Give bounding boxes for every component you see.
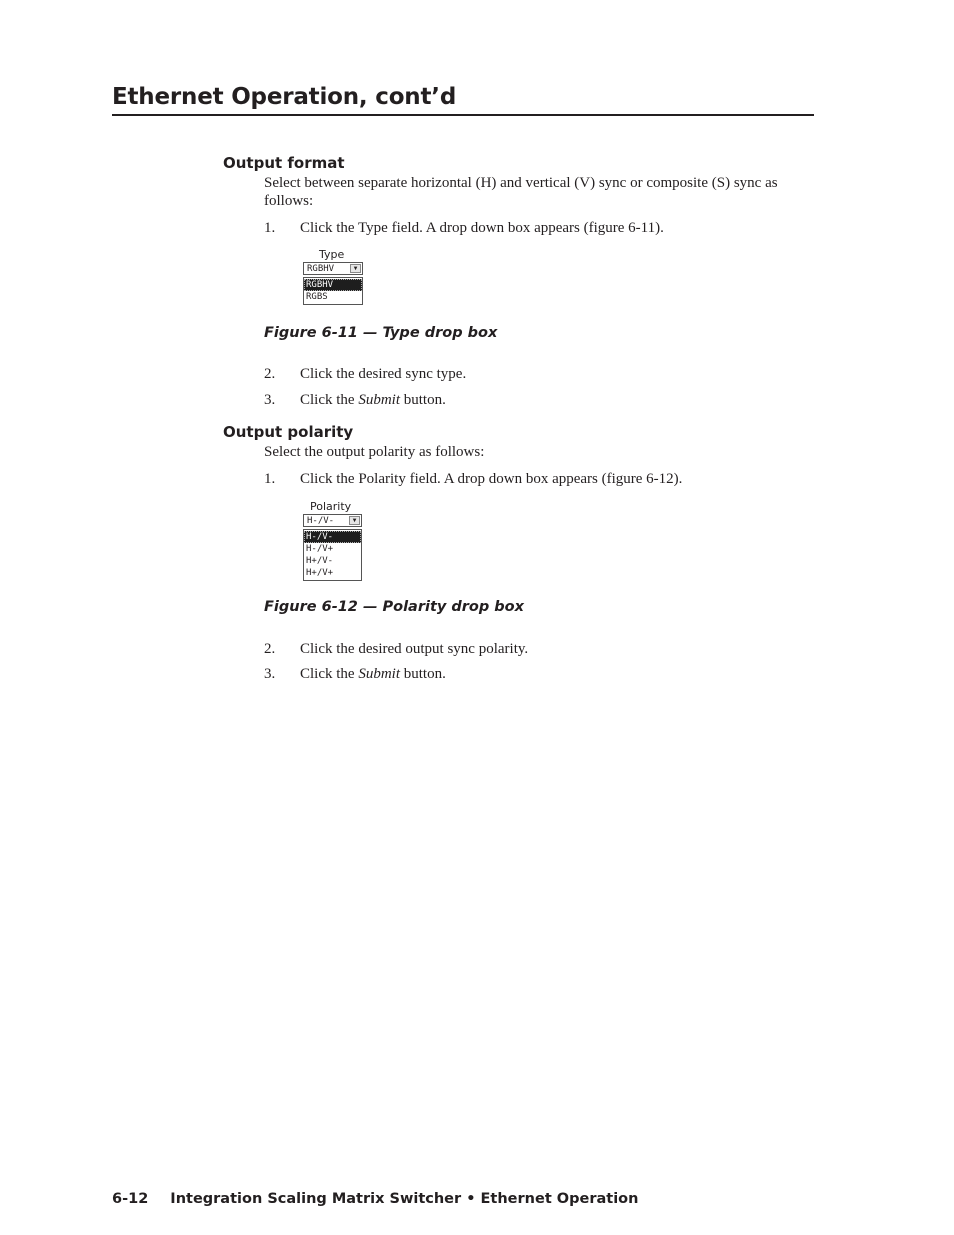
type-label: Type — [319, 248, 345, 261]
polarity-option[interactable]: H-/V+ — [306, 544, 334, 554]
polarity-selected-value: H-/V- — [307, 516, 335, 526]
step-text: Click the desired sync type. — [300, 366, 467, 382]
step-number: 3. — [264, 666, 276, 682]
type-dropdown-figure — [303, 248, 365, 305]
step-number: 1. — [264, 471, 276, 487]
output-polarity-intro: Select the output polarity as follows: — [264, 444, 485, 460]
step-text: Click the Submit button. — [300, 392, 446, 408]
chevron-down-icon[interactable]: ▼ — [350, 264, 361, 273]
footer-text: Integration Scaling Matrix Switcher • Ethernet Operation — [170, 1191, 639, 1207]
type-options-list — [303, 277, 363, 305]
polarity-dropdown-figure — [303, 500, 365, 581]
type-option[interactable]: RGBS — [306, 292, 328, 302]
title-rule — [112, 114, 814, 116]
submit-emphasis: Submit — [358, 392, 400, 408]
figure-caption: Figure 6-12 — Polarity drop box — [264, 599, 525, 615]
polarity-label: Polarity — [310, 500, 352, 513]
polarity-option[interactable]: H-/V- — [304, 531, 361, 543]
step-number: 2. — [264, 641, 276, 657]
polarity-select[interactable] — [303, 514, 362, 527]
page-number: 6-12 — [112, 1191, 149, 1207]
type-selected-value: RGBHV — [307, 264, 335, 274]
page-title: Ethernet Operation, cont’d — [112, 84, 457, 110]
step-text: Click the Submit button. — [300, 666, 446, 682]
step-text: Click the Type field. A drop down box appears (figure 6-11). — [300, 220, 664, 236]
section-heading-output-polarity: Output polarity — [223, 423, 354, 441]
step-number: 1. — [264, 220, 276, 236]
polarity-option[interactable]: H+/V+ — [306, 568, 334, 578]
step-number: 3. — [264, 392, 276, 408]
type-select[interactable] — [303, 262, 363, 275]
step-number: 2. — [264, 366, 276, 382]
step-text: Click the Polarity field. A drop down box appears (figure 6-12). — [300, 471, 683, 487]
type-option[interactable]: RGBHV — [304, 279, 362, 291]
step-text: Click the desired output sync polarity. — [300, 641, 529, 657]
polarity-options-list — [303, 529, 362, 581]
polarity-option[interactable]: H+/V- — [306, 556, 334, 566]
page-footer — [112, 1191, 638, 1207]
section-heading-output-format: Output format — [223, 154, 345, 172]
output-format-intro: Select between separate horizontal (H) and vertical (V) sync or composite (S) sync as follows: — [264, 175, 778, 209]
figure-caption: Figure 6-11 — Type drop box — [264, 325, 498, 341]
submit-emphasis: Submit — [358, 666, 400, 682]
chevron-down-icon[interactable]: ▼ — [349, 516, 360, 525]
